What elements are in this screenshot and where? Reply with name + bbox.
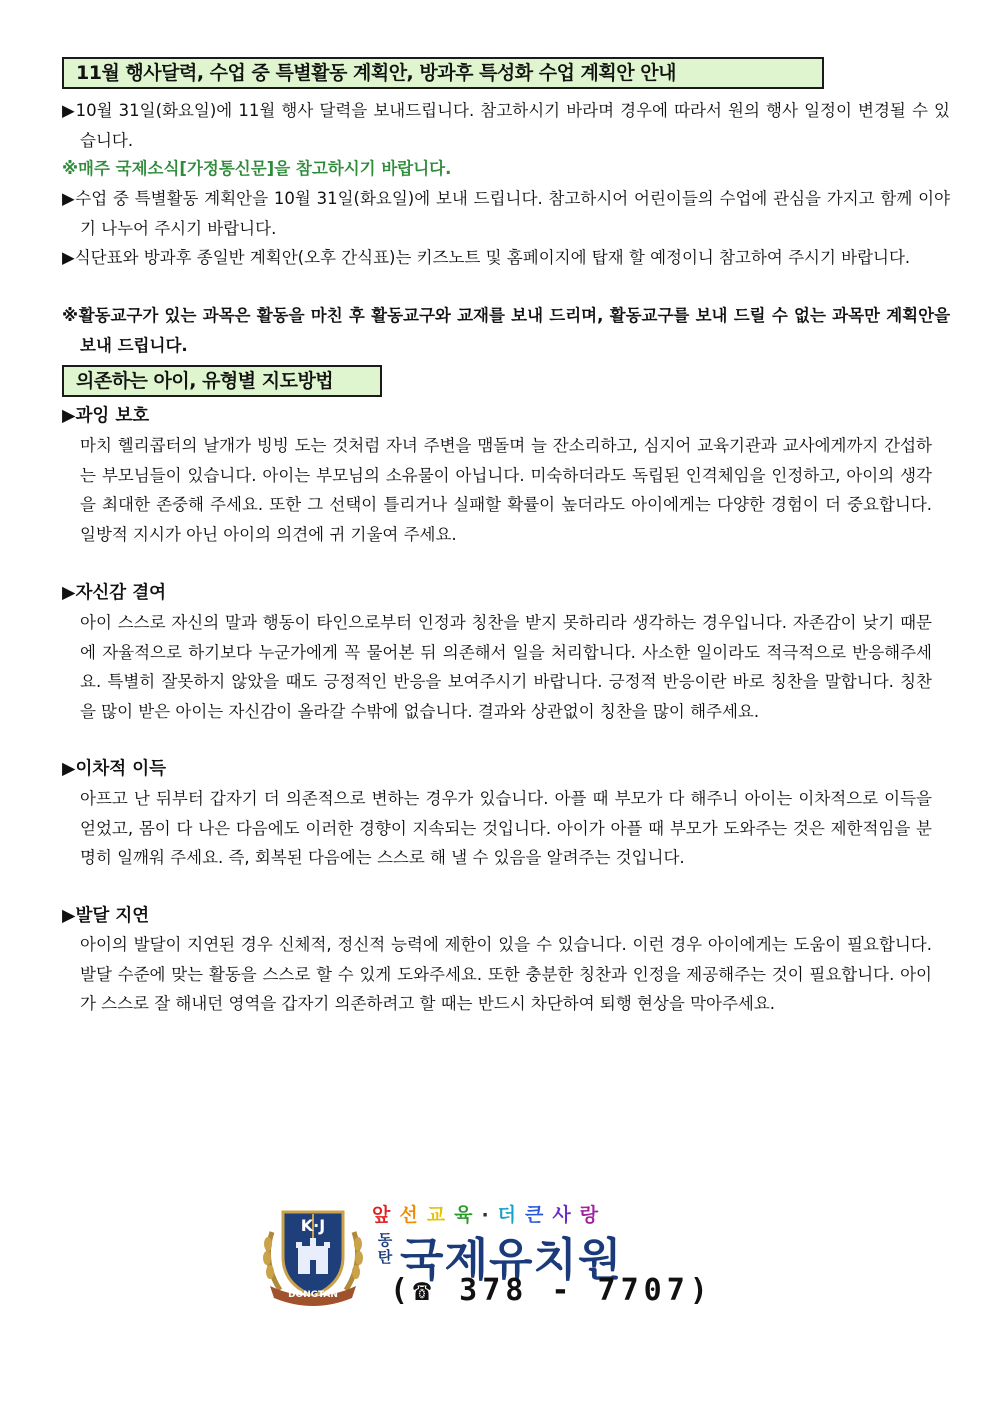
notice-item-4: ▶식단표와 방과후 종일반 계획안(오후 간식표)는 키즈노트 및 홈페이지에 탑재 할 예정이니 참고하여 주시기 바랍니다. [62,248,911,267]
body-low-confidence: 아이 스스로 자신의 말과 행동이 타인으로부터 인정과 칭찬을 받지 못하리라 생각하는 경우입니다. 자존감이 낮기 때문에 자율적으로 하기보다 누군가에게 꼭 물어본 뒤 의존해서 일을 처리합니다. 사소한 일이라도 적극적으로 반응해주세요. 특별히 잘못하지 않았을 때도 긍정적인 반응을 보여주시기 바랍니다. 긍정적 반응이란 바로 칭찬을 말합니다. 칭찬을 많이 받은 아이는 자신감이 올라갈 수밖에 없습니다. 결과와 상관없이 칭찬을 많이 해주세요. [80,613,932,721]
subhead-overprotection: ▶과잉 보호 [62,406,150,426]
emblem-text: DONGTAN [288,1290,338,1300]
location-label: 동 탄 [377,1231,393,1266]
school-name: 국제유치원 [400,1233,623,1286]
bullet-marker: ▶ [62,189,76,208]
motto-char: 앞 [372,1204,400,1226]
motto-char: 랑 [579,1204,608,1226]
motto-char: 교 [426,1204,455,1226]
section-title-dependency: 의존하는 아이, 유형별 지도방법 [62,365,382,397]
subhead-developmental-delay: ▶발달 지연 [62,906,150,926]
school-phone: (☎ 378 - 7707) [390,1273,713,1308]
notice-item-5: ※활동교구가 있는 과목은 활동을 마친 후 활동교구와 교재를 보내 드리며, 활동교구를 보내 드릴 수 없는 과목만 계획안을 보내 드립니다. [62,306,951,355]
subhead-low-confidence: ▶자신감 결여 [62,583,167,603]
motto-char: 큰 [525,1204,553,1226]
bullet-marker: ▶ [62,248,75,267]
note-marker: ※ [62,306,79,325]
motto-char: 육 [454,1204,482,1226]
notice-item-2: ※매주 국제소식[가정통신문]을 참고하시기 바랍니다. [62,159,452,178]
body-overprotection: 마치 헬리콥터의 날개가 빙빙 도는 것처럼 자녀 주변을 맴돌며 늘 잔소리하고, 심지어 교육기관과 교사에게까지 간섭하는 부모님들이 있습니다. 아이는 부모님의 소유물이 아닙니다. 미숙하더라도 독립된 인격체임을 인정하고, 아이의 생각을 최대한 존중해 주세요. 또한 그 선택이 틀리거나 실패할 확률이 높더라도 아이에게는 다양한 경험이 더 중요합니다. 일방적 지시가 아닌 아이의 의견에 귀 기울여 주세요. [80,436,932,544]
motto-char: 사 [552,1204,580,1226]
body-secondary-gain: 아프고 난 뒤부터 갑자기 더 의존적으로 변하는 경우가 있습니다. 아플 때 부모가 다 해주니 아이는 이차적으로 이득을 얻었고, 몸이 다 나은 다음에도 이러한 경향이 지속되는 것입니다. 아이가 아플 때 부모가 도와주는 것은 제한적임을 분명히 일깨워 주세요. 즉, 회복된 다음에는 스스로 해 낼 수 있음을 알려주는 것입니다. [80,789,932,867]
body-developmental-delay: 아이의 발달이 지연된 경우 신체적, 정신적 능력에 제한이 있을 수 있습니다. 이런 경우 아이에게는 도움이 필요합니다. 발달 수준에 맞는 활동을 스스로 할 수 있게 도와주세요. 또한 충분한 칭찬과 인정을 제공해주는 것이 필요합니다. 아이가 스스로 잘 해내던 영역을 갑자기 의존하려고 할 때는 반드시 차단하여 퇴행 현상을 막아주세요. [80,935,932,1013]
school-emblem-logo [258,1202,368,1308]
emblem-letters: K·J [300,1216,326,1235]
motto-char: · [481,1204,498,1226]
motto-char: 더 [497,1204,526,1226]
motto-char: 선 [399,1204,427,1226]
section-title-events: 11월 행사달력, 수업 중 특별활동 계획안, 방과후 특성화 수업 계획안 안내 [62,57,824,89]
notice-item-3: ▶수업 중 특별활동 계획안을 10월 31일(화요일)에 보내 드립니다. 참고하시어 어린이들의 수업에 관심을 가지고 함께 이야기 나누어 주시기 바랍니다. [62,189,950,238]
notice-item-1: ▶10월 31일(화요일)에 11월 행사 달력을 보내드립니다. 참고하시기 바라며 경우에 따라서 원의 행사 일정이 변경될 수 있습니다. [62,101,950,150]
bullet-marker: ▶ [62,101,76,120]
subhead-secondary-gain: ▶이차적 이득 [62,759,167,779]
note-marker: ※ [62,159,79,178]
